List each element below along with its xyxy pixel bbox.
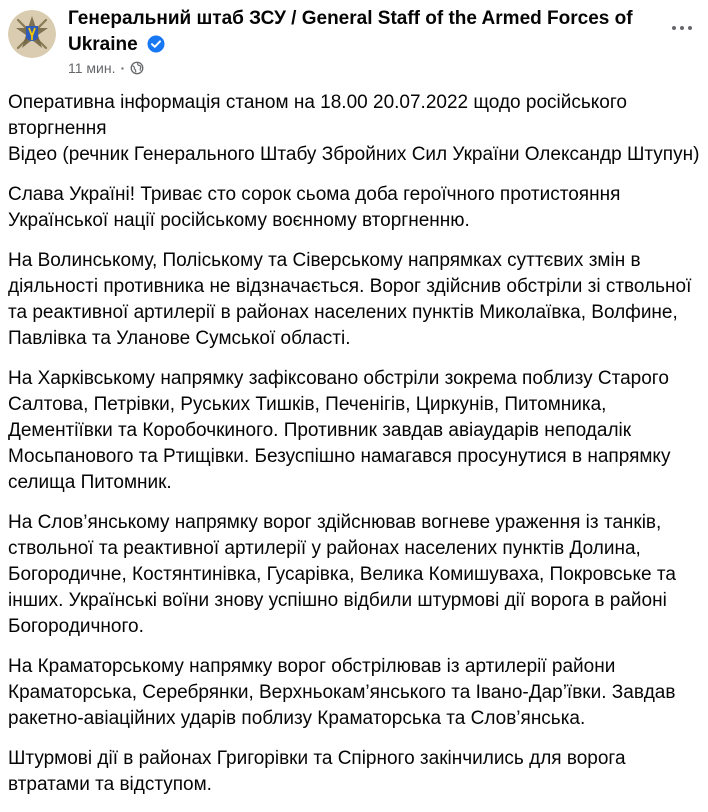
more-dot: [680, 26, 684, 30]
post-meta: [68, 60, 144, 76]
post-heading-line: Оперативна інформація станом на 18.00 20.07.2022 щодо російського вторгнення: [8, 92, 627, 139]
post-video-line: Відео (речник Генерального Штабу Збройних Сил України Олександр Штупун): [8, 144, 700, 165]
post-paragraph: Слава Україні! Триває сто сорок сьома доба героїчного протистояння Української нації російському воєнному вторгненню.: [8, 184, 621, 231]
post-paragraph: На Волинському, Поліському та Сіверському напрямках суттєвих змін в діяльності противника не відзначається. Ворог здійснив обстріли зі ствольної та реактивної артилерії в районах населених пунктів Миколаївка, Волфине, Павлівка та Уланове Сумської області.: [8, 250, 692, 349]
more-dot: [688, 26, 692, 30]
page-avatar[interactable]: [8, 10, 56, 58]
post-paragraph: Штурмові дії в районах Григорівки та Спірного закінчились для ворога втратами та відступом.: [8, 748, 626, 795]
post-paragraph: [8, 90, 700, 168]
general-staff-emblem-icon: [8, 10, 56, 58]
post-body: [8, 90, 700, 812]
post-paragraph: На Слов’янському напрямку ворог здійснював вогневе ураження із танків, ствольної та реактивної артилерії у районах населених пунктів Долина, Богородичне, Костянтинівка, Гусарівка, Велика Комишуваха, Покровське та інших. Українські воїни знову успішно відбили штурмові дії ворога в районі Богородичного.: [8, 512, 676, 637]
meta-separator: ·: [120, 60, 126, 76]
globe-icon: [130, 61, 144, 75]
verified-badge-icon: [147, 35, 165, 53]
post-paragraph: На Краматорському напрямку ворог обстрілював із артилерії райони Краматорська, Серебрянки, Верхньокам’янського та Івано-Дар’ївки. Завдав ракетно-авіаційних ударів поблизу Краматорська та Слов’янська.: [8, 656, 676, 729]
more-options-icon: [672, 26, 676, 30]
post-header: [0, 0, 708, 86]
page-name-link[interactable]: [68, 6, 668, 58]
post-paragraph: На Харківському напрямку зафіксовано обстріли зокрема поблизу Старого Салтова, Петрівки, Руських Тишків, Печенігів, Циркунів, Питомника, Дементіївки та Коробочкиного. Противник завдав авіаударів неподалік Мосьпанового та Ртищівки. Безуспішно намагався просунутися в напрямку селища Питомник.: [8, 368, 671, 493]
more-options-button[interactable]: [664, 14, 700, 42]
page-name[interactable]: Генеральний штаб ЗСУ / General Staff of the Armed Forces of Ukraine: [68, 8, 633, 55]
post-timestamp[interactable]: 11 мин.: [68, 60, 116, 76]
